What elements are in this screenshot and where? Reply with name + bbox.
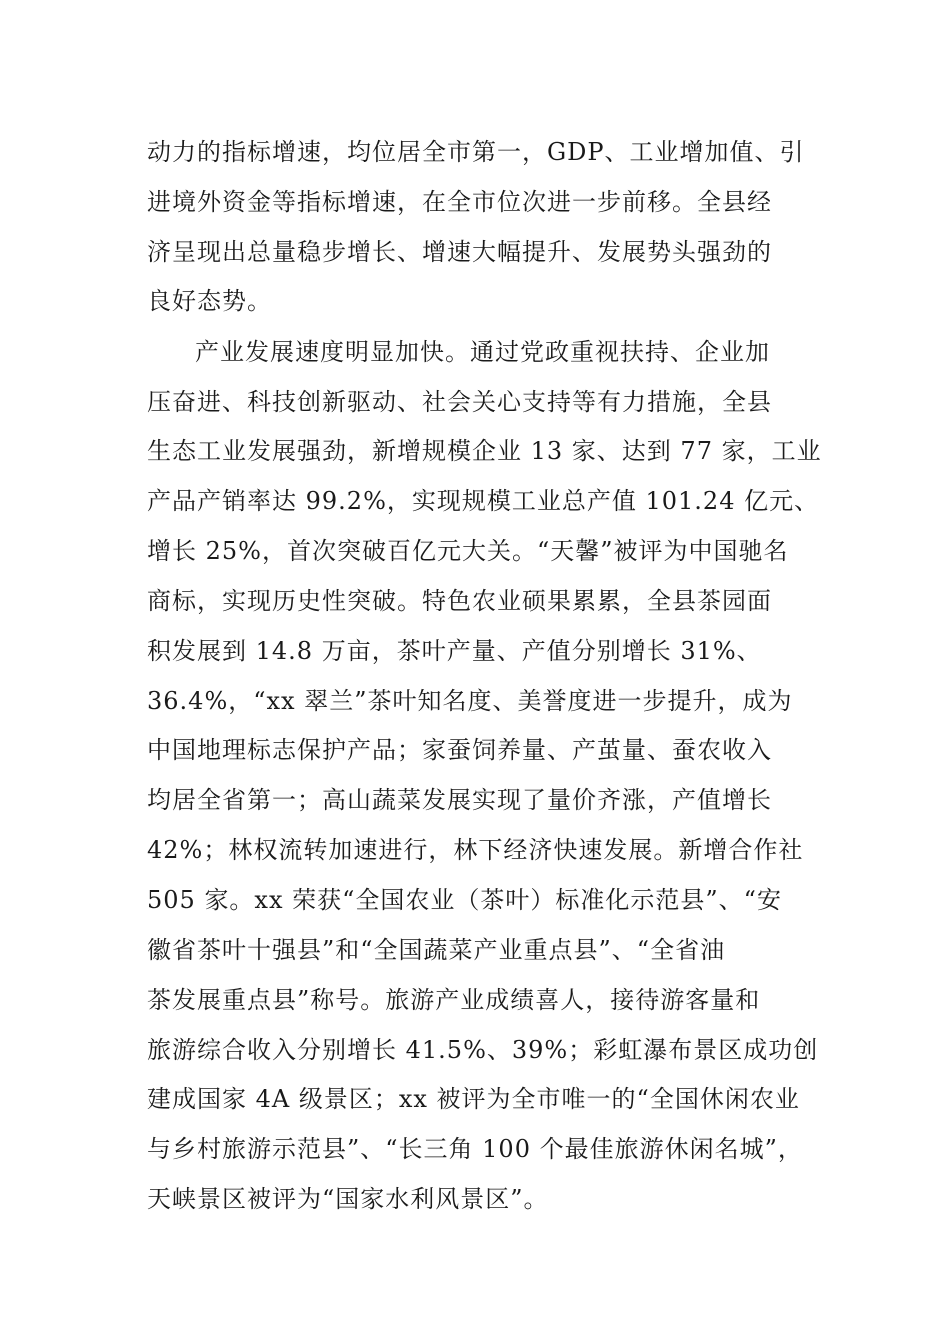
text-line: 济呈现出总量稳步增长、增速大幅提升、发展势头强劲的 (147, 238, 772, 266)
text-line: 产品产销率达 99.2%，实现规模工业总产值 101.24 亿元、 (147, 487, 820, 515)
text-line: 徽省茶叶十强县”和“全国蔬菜产业重点县”、“全省油 (147, 936, 726, 964)
text-line: 与乡村旅游示范县”、“长三角 100 个最佳旅游休闲名城”， (147, 1135, 803, 1163)
text-line: 压奋进、科技创新驱动、社会关心支持等有力措施，全县 (147, 388, 772, 416)
text-line: 茶发展重点县”称号。旅游产业成绩喜人，接待游客量和 (147, 986, 761, 1014)
text-line: 建成国家 4A 级景区；xx 被评为全市唯一的“全国休闲农业 (147, 1085, 800, 1113)
text-line: 中国地理标志保护产品；家蚕饲养量、产茧量、蚕农收入 (147, 736, 772, 764)
text-line: 旅游综合收入分别增长 41.5%、39%；彩虹瀑布景区成功创 (147, 1036, 819, 1064)
text-line: 进境外资金等指标增速，在全市位次进一步前移。全县经 (147, 188, 772, 216)
text-line: 42%；林权流转加速进行，林下经济快速发展。新增合作社 (147, 836, 804, 864)
text-line: 天峡景区被评为“国家水利风景区”。 (147, 1185, 549, 1213)
text-line: 均居全省第一；高山蔬菜发展实现了量价齐涨，产值增长 (147, 786, 772, 814)
text-line: 商标，实现历史性突破。特色农业硕果累累，全县茶园面 (147, 587, 772, 615)
text-line: 生态工业发展强劲，新增规模企业 13 家、达到 77 家，工业 (147, 437, 822, 465)
text-line: 增长 25%，首次突破百亿元大关。“天馨”被评为中国驰名 (147, 537, 789, 565)
text-line: 良好态势。 (147, 287, 272, 315)
text-line: 505 家。xx 荣获“全国农业（茶叶）标准化示范县”、“安 (147, 886, 782, 914)
text-line: 积发展到 14.8 万亩，茶叶产量、产值分别增长 31%、 (147, 637, 762, 665)
text-line: 36.4%，“xx 翠兰”茶叶知名度、美誉度进一步提升，成为 (147, 687, 793, 715)
paragraph-first-line: 产业发展速度明显加快。通过党政重视扶持、企业加 (195, 338, 770, 366)
text-line: 动力的指标增速，均位居全市第一，GDP、工业增加值、引 (147, 138, 805, 166)
